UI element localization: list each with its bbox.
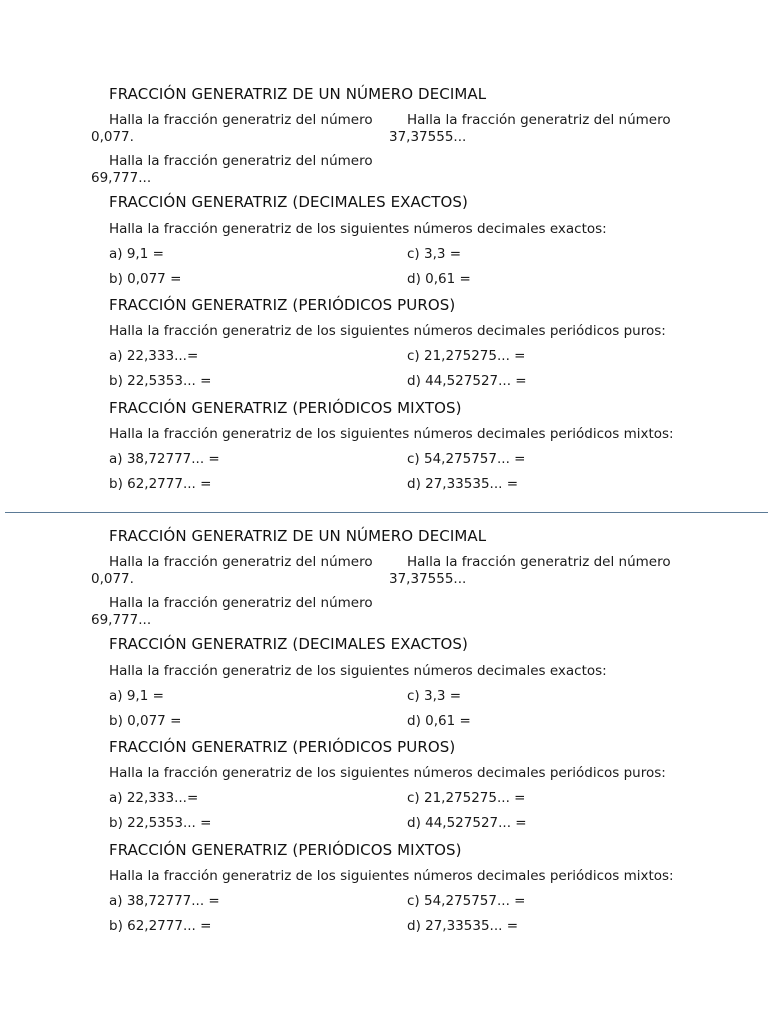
exercise-item-b: b) 22,5353... =	[109, 373, 212, 389]
exercise-item-b: b) 62,2777... =	[109, 918, 212, 934]
intro-exercise-3-line1: Halla la fracción generatriz del número	[109, 153, 373, 169]
section-heading-mixtos: FRACCIÓN GENERATRIZ (PERIÓDICOS MIXTOS)	[109, 399, 462, 417]
exercise-item-c: c) 21,275275... =	[407, 348, 526, 364]
section-heading-exactos: FRACCIÓN GENERATRIZ (DECIMALES EXACTOS)	[109, 635, 468, 653]
section-instruction-exactos: Halla la fracción generatriz de los siguientes números decimales exactos:	[109, 221, 607, 237]
section-instruction-exactos: Halla la fracción generatriz de los siguientes números decimales exactos:	[109, 663, 607, 679]
section-instruction-mixtos: Halla la fracción generatriz de los siguientes números decimales periódicos mixtos:	[109, 868, 674, 884]
exercise-item-c: c) 21,275275... =	[407, 790, 526, 806]
exercise-item-a: a) 38,72777... =	[109, 451, 220, 467]
intro-exercise-1-line1: Halla la fracción generatriz del número	[109, 112, 373, 128]
exercise-item-d: d) 44,527527... =	[407, 373, 527, 389]
section-instruction-puros: Halla la fracción generatriz de los siguientes números decimales periódicos puros:	[109, 323, 666, 339]
intro-exercise-3-line2: 69,777...	[91, 612, 152, 628]
exercise-item-a: a) 22,333...=	[109, 348, 199, 364]
intro-exercise-3-line1: Halla la fracción generatriz del número	[109, 595, 373, 611]
intro-exercise-3-line2: 69,777...	[91, 170, 152, 186]
exercise-item-d: d) 0,61 =	[407, 271, 471, 287]
worksheet-1	[0, 78, 768, 518]
exercise-item-d: d) 0,61 =	[407, 713, 471, 729]
exercise-item-a: a) 9,1 =	[109, 688, 164, 704]
exercise-item-c: c) 3,3 =	[407, 688, 462, 704]
exercise-item-a: a) 9,1 =	[109, 246, 164, 262]
intro-exercise-1-line1: Halla la fracción generatriz del número	[109, 554, 373, 570]
section-heading-mixtos: FRACCIÓN GENERATRIZ (PERIÓDICOS MIXTOS)	[109, 841, 462, 859]
section-instruction-mixtos: Halla la fracción generatriz de los siguientes números decimales periódicos mixtos:	[109, 426, 674, 442]
exercise-item-d: d) 27,33535... =	[407, 918, 519, 934]
page-divider	[5, 512, 768, 513]
intro-exercise-2-line2: 37,37555...	[389, 129, 467, 145]
worksheet-title: FRACCIÓN GENERATRIZ DE UN NÚMERO DECIMAL	[109, 85, 487, 103]
exercise-item-b: b) 0,077 =	[109, 713, 182, 729]
exercise-item-a: a) 22,333...=	[109, 790, 199, 806]
exercise-item-a: a) 38,72777... =	[109, 893, 220, 909]
intro-exercise-2-line2: 37,37555...	[389, 571, 467, 587]
worksheet-2	[0, 520, 768, 960]
exercise-item-b: b) 22,5353... =	[109, 815, 212, 831]
intro-exercise-2-line1: Halla la fracción generatriz del número	[407, 112, 671, 128]
section-heading-puros: FRACCIÓN GENERATRIZ (PERIÓDICOS PUROS)	[109, 296, 456, 314]
exercise-item-c: c) 54,275757... =	[407, 451, 526, 467]
exercise-item-d: d) 44,527527... =	[407, 815, 527, 831]
worksheet-title: FRACCIÓN GENERATRIZ DE UN NÚMERO DECIMAL	[109, 527, 487, 545]
intro-exercise-2-line1: Halla la fracción generatriz del número	[407, 554, 671, 570]
section-instruction-puros: Halla la fracción generatriz de los siguientes números decimales periódicos puros:	[109, 765, 666, 781]
section-heading-puros: FRACCIÓN GENERATRIZ (PERIÓDICOS PUROS)	[109, 738, 456, 756]
exercise-item-b: b) 0,077 =	[109, 271, 182, 287]
exercise-item-b: b) 62,2777... =	[109, 476, 212, 492]
exercise-item-d: d) 27,33535... =	[407, 476, 519, 492]
exercise-item-c: c) 3,3 =	[407, 246, 462, 262]
intro-exercise-1-line2: 0,077.	[91, 129, 134, 145]
intro-exercise-1-line2: 0,077.	[91, 571, 134, 587]
section-heading-exactos: FRACCIÓN GENERATRIZ (DECIMALES EXACTOS)	[109, 193, 468, 211]
exercise-item-c: c) 54,275757... =	[407, 893, 526, 909]
